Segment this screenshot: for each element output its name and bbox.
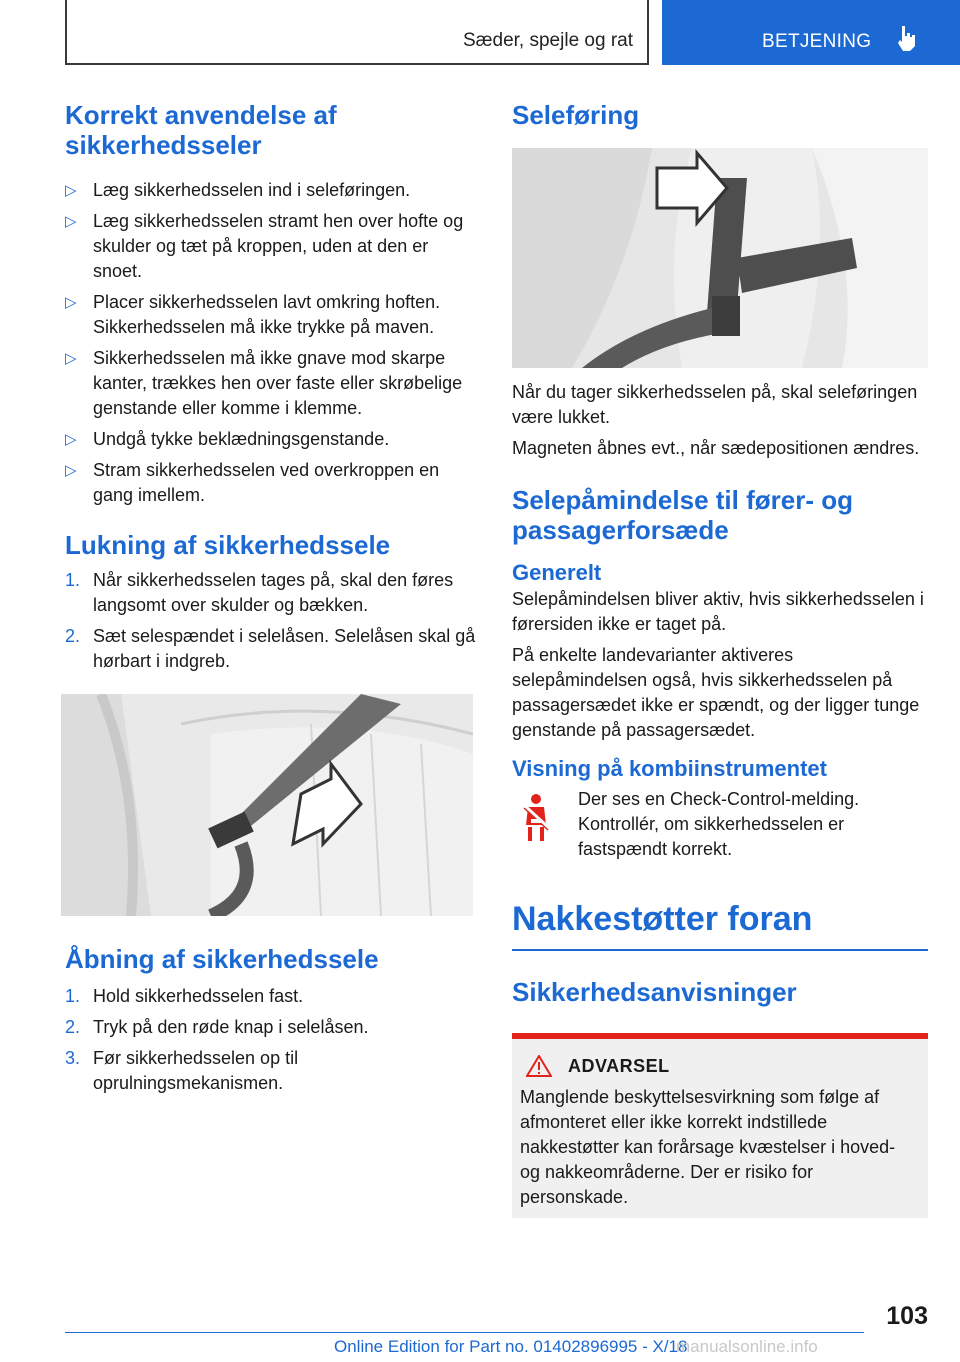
hand-pointer-icon <box>896 24 918 52</box>
page-number: 103 <box>886 1302 928 1330</box>
reminder-text-2: På enkelte landevarianter aktiveres selepåmindelsen også, hvis sikkerhedsselen på passagersædet ikke er spændt, og der ligger tunge genstande på passagersædet. <box>512 645 920 740</box>
list-item: 1. Når sikkerhedsselen tages på, skal den føres langsomt over skulder og bækken. <box>65 570 454 615</box>
heading-correct-use: Korrekt anvendelse af sikkerhedsseler <box>65 100 337 160</box>
seatbelt-warning-icon <box>518 793 554 841</box>
triangle-bullet-icon: ▷ <box>65 213 77 230</box>
triangle-bullet-icon: ▷ <box>65 431 77 448</box>
indicator-row <box>512 787 928 865</box>
header-section-title: Sæder, spejle og rat <box>462 30 633 51</box>
list-item: ▷ Læg sikkerhedsselen ind i seleføringen. <box>65 178 477 203</box>
heading-safety: Sikkerhedsanvisninger <box>512 977 797 1007</box>
seatbelt-buckle-illustration <box>61 694 473 916</box>
right-column <box>512 100 928 1218</box>
footer-edition: Online Edition for Part no. 01402896995 - X/18 <box>334 1337 688 1356</box>
list-item: ▷ Læg sikkerhedsselen stramt hen over hofte og skulder og tæt på kroppen, uden at den er snoet. <box>65 211 464 281</box>
heading-belt-reminder: Selepåmindelse til fører- og passagerforsæde <box>512 485 853 545</box>
footer-watermark: manualsonline.info <box>676 1337 818 1356</box>
heading-opening-belt: Åbning af sikkerhedssele <box>65 944 379 974</box>
belt-guide-text-2: Magneten åbnes evt., når sædepositionen ændres. <box>512 438 920 458</box>
header-chapter-tab[interactable] <box>662 0 960 65</box>
heading-belt-guide: Seleføring <box>512 100 640 130</box>
correct-use-list <box>65 178 477 508</box>
triangle-bullet-icon: ▷ <box>65 350 77 367</box>
warning-box <box>512 1033 928 1218</box>
list-item: ▷ Undgå tykke beklædningsgenstande. <box>65 427 477 452</box>
triangle-bullet-icon: ▷ <box>65 462 77 479</box>
subheading-general: Generelt <box>512 560 602 585</box>
header-chapter-title: BETJENING <box>762 31 872 52</box>
warning-text: Manglende beskyttelsesvirkning som følge af afmonteret eller ikke korrekt indstillede nakkestøtter kan forårsage kvæstelser i hoved- og nakkeområderne. Der er risiko for personskade. <box>520 1087 896 1207</box>
belt-guide-illustration <box>512 148 928 368</box>
list-item: 2. Tryk på den røde knap i selelåsen. <box>65 1017 369 1037</box>
opening-steps <box>65 984 477 1096</box>
footer-rule <box>65 1332 864 1333</box>
header-section-box <box>65 0 649 65</box>
list-item: ▷ Placer sikkerhedsselen lavt omkring hoften. Sikkerhedsselen må ikke trykke på maven. <box>65 292 441 337</box>
list-item: ▷ Sikkerhedsselen må ikke gnave mod skarpe kanter, trækkes hen over faste eller skrøbelige genstande eller komme i klemme. <box>65 348 463 418</box>
closing-steps <box>65 568 477 674</box>
section-rule <box>512 949 928 951</box>
left-column <box>65 100 477 1102</box>
list-item: 2. Sæt selespændet i selelåsen. Selelåsen skal gå hørbart i indgreb. <box>65 626 476 671</box>
subheading-display: Visning på kombiinstrumentet <box>512 756 827 781</box>
triangle-bullet-icon: ▷ <box>65 294 77 311</box>
triangle-bullet-icon: ▷ <box>65 182 77 199</box>
warning-header <box>520 1055 920 1077</box>
list-item: 1. Hold sikkerhedsselen fast. <box>65 986 304 1006</box>
list-item: 3. Før sikkerhedsselen op til oprulningsmekanismen. <box>65 1048 299 1093</box>
heading-closing-belt: Lukning af sikkerhedssele <box>65 530 391 560</box>
belt-guide-text-1: Når du tager sikkerhedsselen på, skal seleføringen være lukket. <box>512 382 918 427</box>
warning-triangle-icon <box>526 1055 552 1077</box>
heading-headrests: Nakkestøtter foran <box>512 900 813 938</box>
indicator-text: Der ses en Check-Control-melding. Kontrollér, om sikkerhedsselen er fastspændt korrekt. <box>578 789 860 859</box>
list-item: ▷ Stram sikkerhedsselen ved overkroppen en gang imellem. <box>65 460 440 505</box>
reminder-text-1: Selepåmindelsen bliver aktiv, hvis sikkerhedsselen i førersiden ikke er taget på. <box>512 589 924 634</box>
warning-title: ADVARSEL <box>568 1055 670 1076</box>
